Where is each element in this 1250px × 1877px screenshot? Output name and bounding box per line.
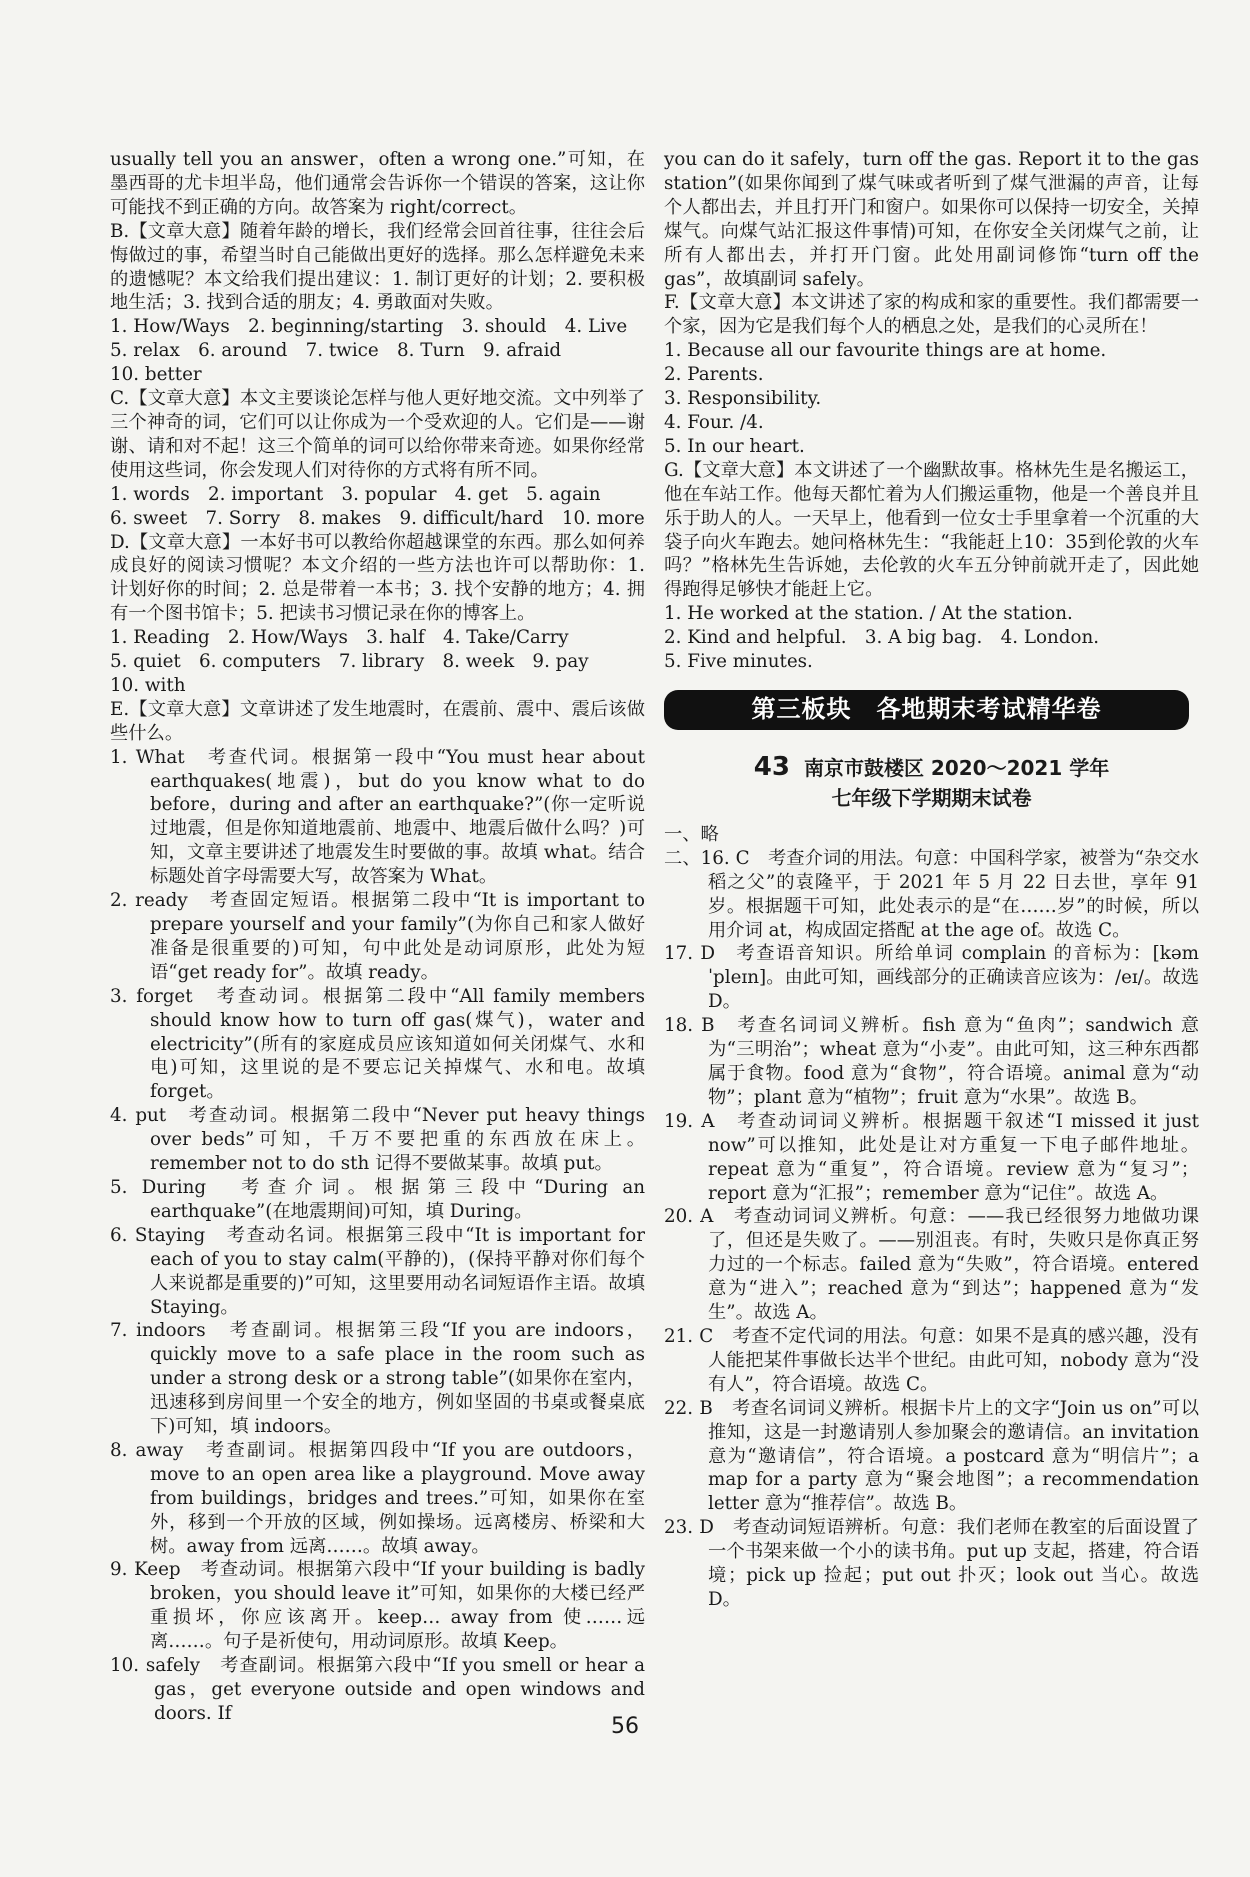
left-column-para: 5. quiet 6. computers 7. library 8. week 9. pay (110, 651, 589, 673)
right-answers-para: 17. D 考查语音知识。所给单词 complain 的音标为：[kəmˈpleɪn]。由此可知，画线部分的正确读音应该为：/eɪ/。故选 D。 (664, 943, 1199, 1013)
right-column-para: 1. Because all our favourite things are at home. (664, 340, 1107, 362)
right-column-para: 2. Kind and helpful. 3. A big bag. 4. London. (664, 627, 1100, 649)
left-column-para: 1. What 考查代词。根据第一段中“You must hear about earthquakes(地震)，but do you know what to do before，during and after an earthquake?”(你一定听说过地震，但是你知道地震前、地震中、地震后做什么吗？)可知，文章主要讲述了地震发生时要做的事。故填 what。结合标题处首字母需要大写，故答案为 What。 (110, 746, 645, 888)
left-column-para: 6. sweet 7. Sorry 8. makes 9. difficult/hard 10. more (110, 507, 645, 529)
section-banner: 第三板块 各地期末考试精华卷 (664, 690, 1189, 730)
test-number: 43 (753, 751, 790, 782)
right-answers-para: 21. C 考查不定代词的用法。句意：如果不是真的感兴趣，没有人能把某件事做长达半个世纪。由此可知，nobody 意为“没有人”，符合语境。故选 C。 (664, 1325, 1199, 1395)
right-column-para: 2. Parents. (664, 364, 764, 386)
right-column-para: 4. Four. /4. (664, 411, 764, 433)
right-answers-para: 二、16. C 考查介词的用法。句意：中国科学家，被誉为“杂交水稻之父”的袁隆平，于 2021 年 5 月 22 日去世，享年 91 岁。根据题干可知，此处表示的是“在……岁”的时候，所以用介词 at，构成固定搭配 at the age of。故选 C。 (664, 847, 1199, 941)
left-column-para: usually tell you an answer，often a wrong one.”可知，在墨西哥的尤卡坦半岛，他们通常会告诉你一个错误的答案，这让你可能找不到正确的方向。故答案为 right/correct。 (110, 149, 645, 218)
left-column-para: 5. During 考查介词。根据第三段中“During an earthquake”(在地震期间)可知，填 During。 (110, 1176, 645, 1222)
left-column-para: 10. safely 考查副词。根据第六段中“If you smell or hear a gas，get everyone outside and open windows and doors. If (110, 1655, 645, 1724)
left-column-para: 1. words 2. important 3. popular 4. get 5. again (110, 483, 601, 505)
right-column-para: 3. Responsibility. (664, 388, 822, 410)
right-answers-para: 23. D 考查动词短语辨析。句意：我们老师在教室的后面设置了一个书架来做一个小的读书角。put up 支起，搭建，符合语境；pick up 捡起；put out 扑灭；look out 当心。故选 D。 (664, 1517, 1199, 1610)
left-column-para: 10. with (110, 674, 186, 696)
right-answers-para: 20. A 考查动词词义辨析。句意：——我已经很努力地做功课了，但还是失败了。——别沮丧。有时，失败只是你真正努力过的一个标志。failed 意为“失败”，符合语境。entered 意为“进入”；reached 意为“到达”；happened 意为“发生”。故选 A。 (664, 1206, 1199, 1324)
test-title-line2: 七年级下学期期末试卷 (831, 785, 1032, 810)
left-column-para: 1. Reading 2. How/Ways 3. half 4. Take/Carry (110, 627, 569, 649)
right-column-para: you can do it safely，turn off the gas. Report it to the gas station”(如果你闻到了煤气味或者听到了煤气泄漏的声音，让每个人都出去，并且打开门和窗户。如果你可以保持一切安全，关掉煤气。向煤气站汇报这件事情)可知，在你安全关闭煤气之前，让所有人都出去，并打开门窗。此处用副词修饰“turn off the gas”，故填副词 safely。 (664, 149, 1199, 290)
page-number: 56 (611, 1714, 639, 1739)
left-column-para: 3. forget 考查动词。根据第二段中“All family members should know how to turn off gas(煤气)，water and electricity”(所有的家庭成员应该知道如何关闭煤气、水和电)可知，这里说的是不要忘记关掉煤气、水和电。故填 forget。 (110, 985, 645, 1103)
right-answers-para: 一、略 (664, 823, 719, 845)
right-answers-para: 22. B 考查名词词义辨析。根据卡片上的文字“Join us on”可以推知，这是一封邀请别人参加聚会的邀请信。an invitation 意为“邀请信”，符合语境。a postcard 意为“明信片”；a map for a party 意为“聚会地图”；a recommendation letter 意为“推荐信”。故选 B。 (664, 1397, 1199, 1515)
right-column-para: 1. He worked at the station. / At the station. (664, 603, 1073, 625)
right-column-para: F.【文章大意】本文讲述了家的构成和家的重要性。我们都需要一个家，因为它是我们每个人的栖息之处，是我们的心灵所在！ (664, 292, 1199, 338)
right-column (664, 148, 1199, 1612)
left-column-para: B.【文章大意】随着年龄的增长，我们经常会回首往事，往往会后悔做过的事，希望当时自己能做出更好的选择。那么怎样避免未来的遗憾呢？本文给我们提出建议：1. 制订更好的计划；2. 要积极地生活；3. 找到合适的朋友；4. 勇敢面对失败。 (110, 220, 645, 314)
left-column-para: D.【文章大意】一本好书可以教给你超越课堂的东西。那么如何养成良好的阅读习惯呢？本文介绍的一些方法也许可以帮助你：1. 计划好你的时间；2. 总是带着一本书；3. 找个安静的地方；4. 拥有一个图书馆卡；5. 把读书习惯记录在你的博客上。 (110, 531, 645, 625)
left-column-para: 1. How/Ways 2. beginning/starting 3. should 4. Live (110, 316, 628, 338)
right-column-para: 5. Five minutes. (664, 651, 813, 673)
right-top-answers (664, 148, 1199, 674)
left-column-para: C.【文章大意】本文主要谈论怎样与他人更好地交流。文中列举了三个神奇的词，它们可以让你成为一个受欢迎的人。它们是——谢谢、请和对不起！这三个简单的词可以给你带来奇迹。如果你经常使用这些词，你会发现人们对待你的方式将有所不同。 (110, 388, 645, 481)
test-answers (664, 823, 1199, 1612)
right-column-para: 5. In our heart. (664, 435, 805, 457)
left-column-para: E.【文章大意】文章讲述了发生地震时，在震前、震中、震后该做些什么。 (110, 698, 645, 744)
right-column-para: G.【文章大意】本文讲述了一个幽默故事。格林先生是名搬运工，他在车站工作。他每天都忙着为人们搬运重物，他是一个善良并且乐于助人的人。一天早上，他看到一位女士手里拿着一个沉重的大袋子向火车跑去。她问格林先生：“我能赶上10：35到伦敦的火车吗？”格林先生告诉她，去伦敦的火车五分钟前就开走了，因此她得跑得足够快才能赶上它。 (664, 459, 1199, 601)
left-column-para: 5. relax 6. around 7. twice 8. Turn 9. afraid (110, 340, 562, 362)
left-column-para: 10. better (110, 364, 202, 386)
left-column-para: 2. ready 考查固定短语。根据第二段中“It is important to prepare yourself and your family”(为你自己和家人做好准备是很重要的)可知，句中此处是动词原形，此处为短语“get ready for”。故填 ready。 (110, 890, 645, 983)
left-column-para: 8. away 考查副词。根据第四段中“If you are outdoors，move to an open area like a playground. Move away from buildings，bridges and trees.”可知，如果你在室外，移到一个开放的区域，例如操场。远离楼房、桥梁和大树。away from 远离……。故填 away。 (110, 1439, 645, 1557)
right-answers-para: 19. A 考查动词词义辨析。根据题干叙述“I missed it just now”可以推知，此处是让对方重复一下电子邮件地址。repeat 意为“重复”，符合语境。review 意为“复习”；report 意为“汇报”；remember 意为“记住”。故选 A。 (664, 1110, 1199, 1204)
left-column (110, 148, 645, 1726)
right-answers-para: 18. B 考查名词词义辨析。fish 意为“鱼肉”；sandwich 意为“三明治”；wheat 意为“小麦”。由此可知，这三种东西都属于食物。food 意为“食物”，符合语境。animal 意为“动物”；plant 意为“植物”；fruit 意为“水果”。故选 B。 (664, 1015, 1199, 1108)
left-column-para: 6. Staying 考查动名词。根据第三段中“It is important for each of you to stay calm(平静的)，(保持平静对你们每个人来说都是重要的)”可知，这里要用动名词短语作主语。故填 Staying。 (110, 1224, 645, 1318)
left-column-para: 4. put 考查动词。根据第二段中“Never put heavy things over beds”可知，千万不要把重的东西放在床上。remember not to do sth 记得不要做某事。故填 put。 (110, 1105, 645, 1175)
test-title (664, 752, 1199, 813)
left-column-para: 9. Keep 考查动词。根据第六段中“If your building is badly broken，you should leave it”可知，如果你的大楼已经严重损坏，你应该离开。keep… away from 使……远离……。句子是祈使句，用动词原形。故填 Keep。 (110, 1559, 645, 1653)
test-title-line1: 南京市鼓楼区 2020～2021 学年 (803, 755, 1110, 780)
left-column-para: 7. indoors 考查副词。根据第三段“If you are indoors，quickly move to a safe place in the room such as under a strong desk or a strong table”(如果你在室内，迅速移到房间里一个安全的地方，例如坚固的书桌或餐桌底下)可知，填 indoors。 (110, 1320, 645, 1438)
